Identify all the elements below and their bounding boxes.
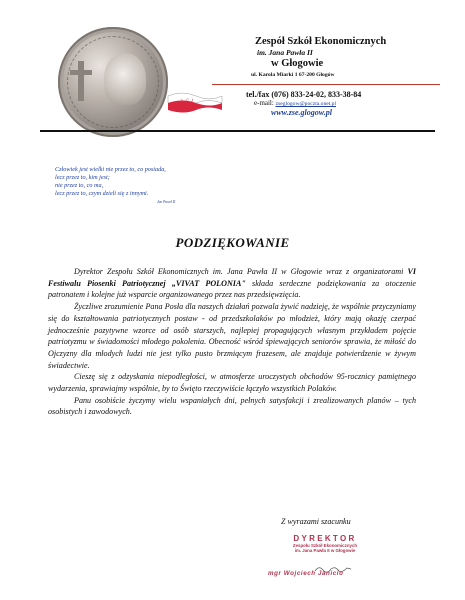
svg-text:♪ ♫ ♪: ♪ ♫ ♪ (180, 98, 194, 104)
school-address: ul. Karola Miarki 1 67-200 Głogów (251, 72, 335, 78)
festival-name: VI Festiwalu Piosenki Patriotycznej (48, 267, 416, 288)
email-row (254, 99, 454, 107)
closing-salutation: Z wyrazami szacunku (281, 517, 351, 526)
school-medal-logo (58, 27, 168, 137)
email-label: e-mail: (254, 99, 274, 107)
quote-line: lecz przez to, kim jest; (55, 174, 110, 181)
letterhead-red-divider (212, 84, 440, 85)
paragraph-1 (48, 266, 416, 301)
paragraph-3: Cieszę się z odzyskania niepodległości, w atmosferze uroczystych obchodów 95-rocznicy pamiętnego wydarzenia, sprawiajmy wspólnie, by to Święto rzeczywiście łączyło wszystkich Polaków. (48, 372, 416, 394)
polish-flag-icon (166, 90, 224, 116)
school-city: w Głogowie (271, 58, 324, 69)
letter-title: PODZIĘKOWANIE (175, 235, 290, 250)
p1-rest: składa serdeczne podziękowania za otoczenie patronatem i kolejne już wsparcie organizowanego przez nas przedsięwzięcia. (48, 278, 416, 300)
letterhead-divider (40, 130, 435, 132)
festival-motto: „VIVAT POLONIA" (171, 278, 246, 288)
website-link[interactable]: www.zse.glogow.pl (271, 108, 332, 117)
stamp-director-name: mgr Wojciech Janicio (268, 570, 344, 577)
quote-line: lecz przez to, czym dzieli się z innymi. (55, 190, 149, 197)
quote (55, 166, 255, 198)
school-phone: tel./fax (076) 833-24-02, 833-38-84 (246, 90, 362, 99)
paragraph-4: Panu osobiście życzymy wielu wspaniałych dni, pełnych satysfakcji i zrealizowanych planów – tych osobistych i zawodowych. (48, 395, 416, 417)
stamp-line: im. Jana Pawła II w Głogowie (294, 548, 356, 554)
director-stamp (250, 534, 400, 553)
school-patron: im. Jana Pawła II (257, 48, 313, 57)
stamp-line: Zespołu Szkół Ekonomicznych (292, 543, 358, 548)
paragraph-2: Życzliwe zrozumienie Pana Posła dla naszych działań pozwala żywić nadzieję, że wspólnie przyczyniamy się do kształtowania patriotycznych postaw - od przedszkolaków po młodzież, który mają okazję czerpać jednocześnie pozytywne wzorce od osób starszych, najlepiej propagujących własnym przykładem pojęcie patriotyzmu w świadomości młodego pokolenia. Obecność wśród śpiewających seniorów sprawia, że miłość do Ojczyzny dla młodych ludzi nie jest tylko pusto brzmiącym frazesem, ale znajduje potwierdzenie w żywym świadectwie. (48, 302, 416, 370)
quote-line: Człowiek jest wielki nie przez to, co posiada, (55, 166, 166, 173)
medal-cross-icon (78, 61, 84, 101)
stamp-title: DYREKTOR (293, 534, 357, 543)
school-name: Zespół Szkół Ekonomicznych (255, 36, 387, 47)
medal-portrait (104, 53, 146, 105)
email-link[interactable]: zseglogow@poczta.onet.pl (275, 101, 337, 107)
letter-body (48, 266, 416, 418)
p1-intro: Dyrektor Zespołu Szkół Ekonomicznych im. Jana Pawła II w Głogowie wraz z organizatorami (74, 267, 408, 276)
quote-line: nie przez to, co ma, (55, 182, 104, 189)
quote-author: Jan Paweł II (157, 200, 176, 204)
